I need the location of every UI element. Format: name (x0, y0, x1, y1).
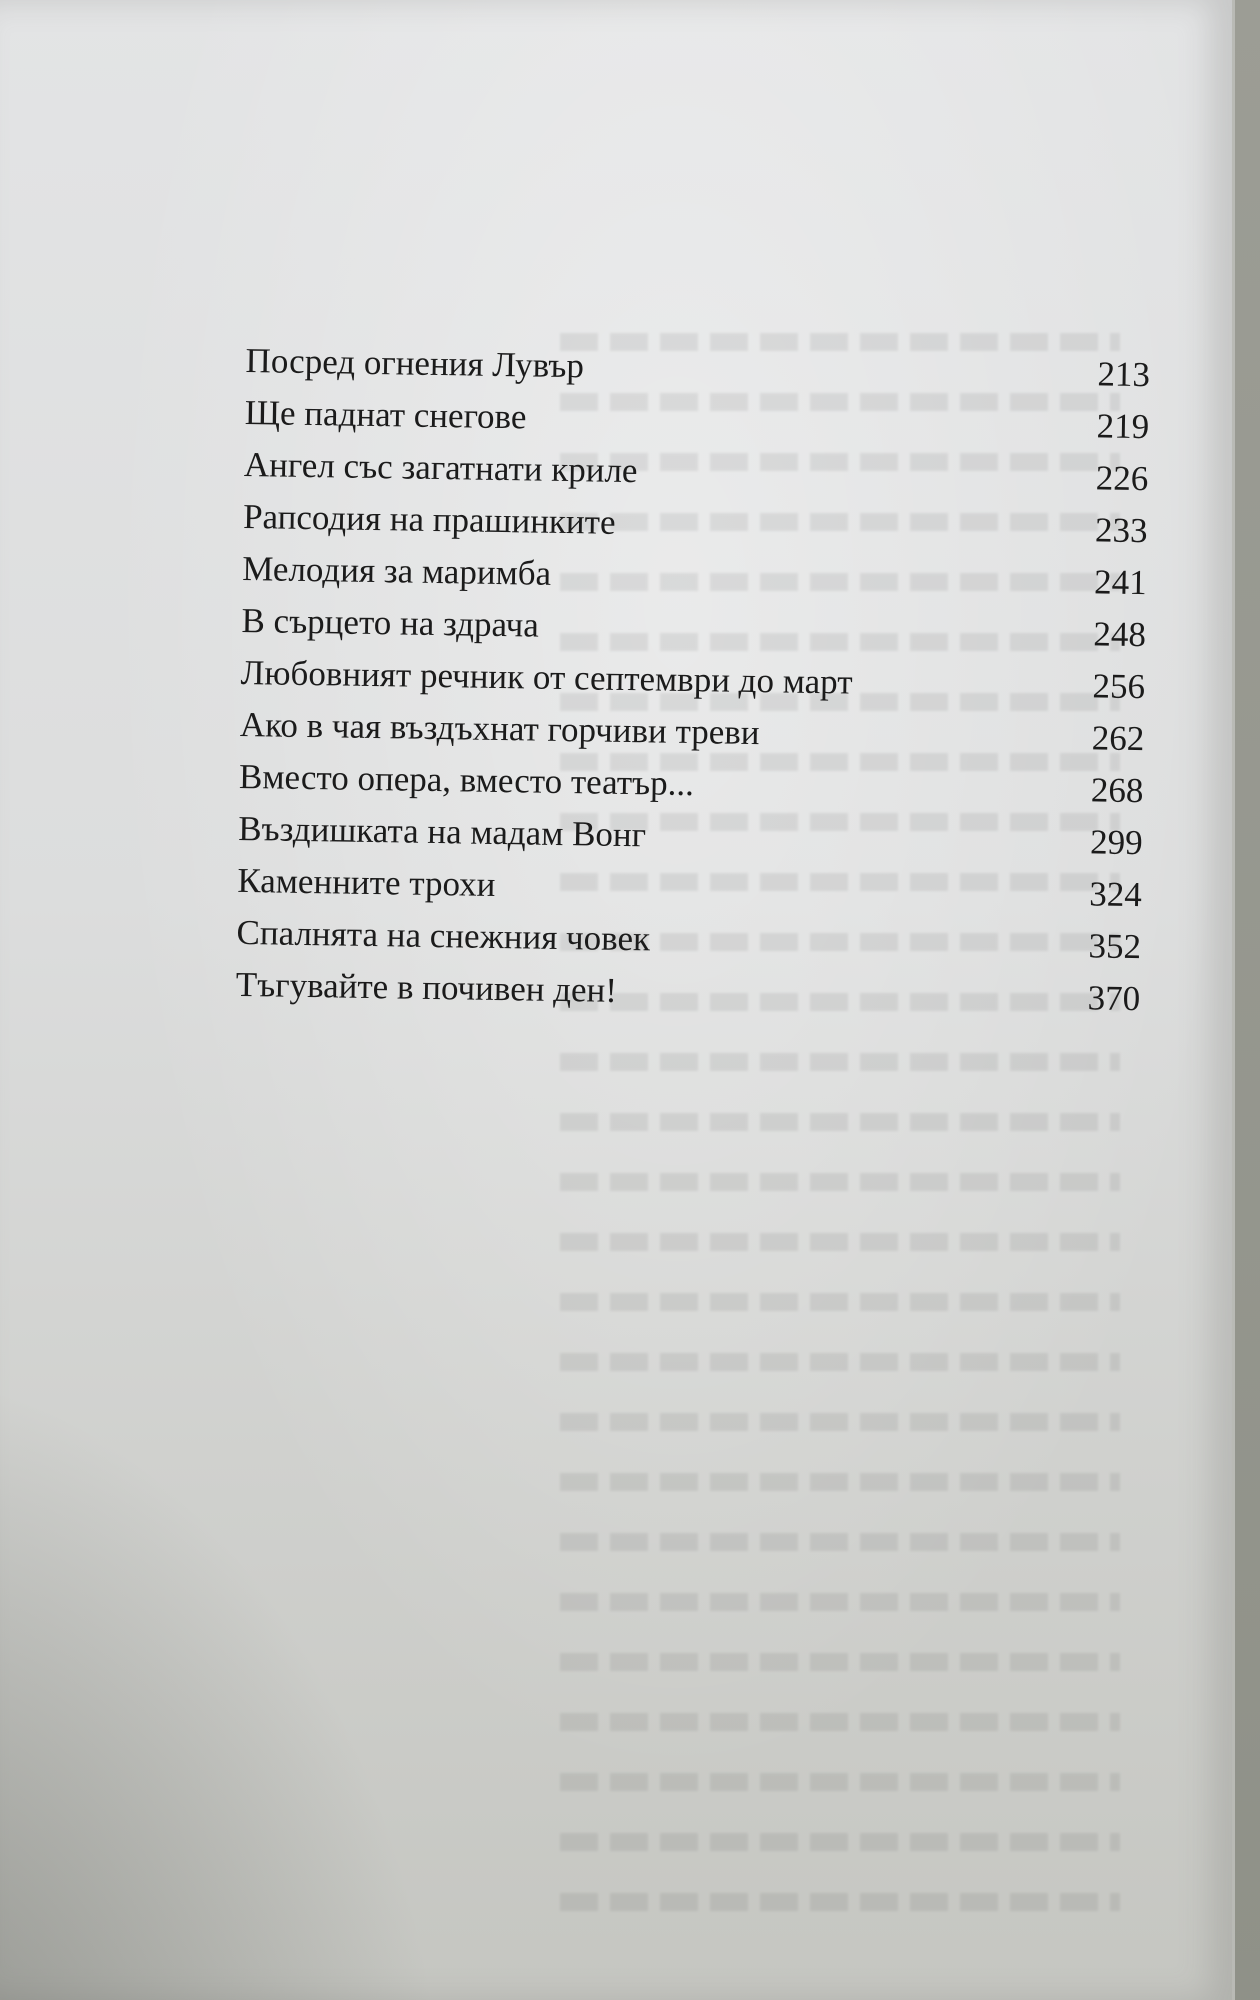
toc-entry-title: Ангел със загатнати криле (243, 444, 638, 491)
toc-entry-page: 233 (1094, 510, 1148, 551)
toc-entry-page: 219 (1096, 406, 1150, 447)
toc-entry-title: В сърцето на здрача (241, 600, 540, 645)
toc-entry-page: 226 (1095, 458, 1149, 499)
toc-entry-page: 324 (1089, 874, 1143, 915)
toc-entry-page: 262 (1091, 718, 1145, 759)
toc-entry-page: 248 (1093, 614, 1147, 655)
table-of-contents (235, 335, 1151, 1025)
toc-entry-title: Любовният речник от септември до март (240, 652, 853, 702)
toc-entry-page: 352 (1088, 926, 1142, 967)
toc-entry-title: Посред огнения Лувър (245, 340, 585, 386)
toc-entry-page: 370 (1087, 978, 1141, 1019)
toc-entry-title: Каменните трохи (237, 860, 496, 904)
toc-entry-title: Мелодия за маримба (242, 548, 552, 593)
toc-entry-title: Вместо опера, вместо театър... (238, 756, 695, 804)
toc-entry-title: Спалнята на снежния човек (236, 912, 651, 959)
toc-entry-page: 241 (1093, 562, 1148, 603)
toc-entry-page: 213 (1097, 354, 1151, 395)
toc-entry-title: Ако в чая въздъхнат горчиви треви (239, 704, 760, 753)
toc-entry-title: Рапсодия на прашинките (242, 496, 616, 542)
toc-entry-page: 299 (1089, 822, 1143, 863)
toc-entry-page: 268 (1090, 770, 1144, 811)
toc-entry-page: 256 (1092, 666, 1146, 707)
toc-entry-title: Ще паднат снегове (244, 392, 527, 437)
toc-entry-title: Тъгувайте в почивен ден! (235, 964, 618, 1010)
toc-entry-title: Въздишката на мадам Вонг (237, 808, 647, 855)
